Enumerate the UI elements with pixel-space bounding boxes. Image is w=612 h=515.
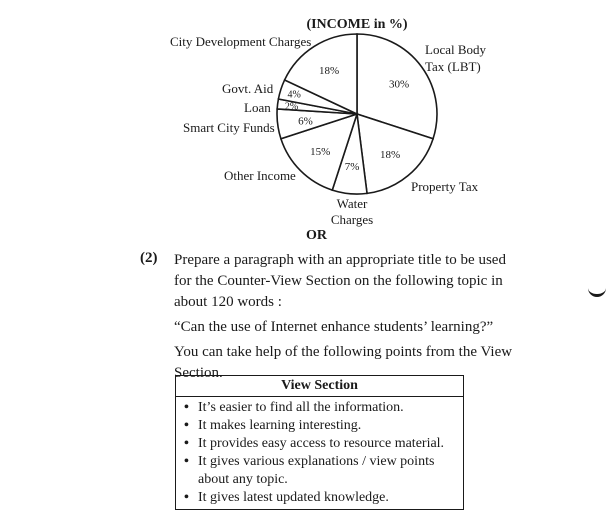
pie-value-label: 30% <box>389 78 410 91</box>
view-point: • It gives latest updated knowledge. <box>182 489 457 507</box>
pie-value-label: 7% <box>344 160 360 173</box>
label-govt-aid: Govt. Aid <box>222 81 274 96</box>
pie-value-label: 18% <box>319 65 340 78</box>
question-hint: You can take help of the following points from the View Section. <box>174 344 513 381</box>
view-point: • It gives various explanations / view points about any topic. <box>182 453 457 489</box>
question-topic: “Can the use of Internet enhance students’ learning?” <box>174 319 494 335</box>
view-point: • It provides easy access to resource material. <box>182 435 457 453</box>
label-water-line2: Charges <box>330 212 374 227</box>
label-lbt-line2: Tax (LBT) <box>425 59 481 74</box>
view-point: • It’s easier to find all the information. <box>182 399 457 417</box>
label-city-development-charges: City Development Charges <box>170 34 312 49</box>
label-lbt-line1: Local Body <box>425 42 487 57</box>
question-text <box>174 250 520 388</box>
view-section-list <box>176 397 463 509</box>
income-pie-chart <box>0 0 612 250</box>
or-separator: OR <box>306 228 327 243</box>
question-number: (2) <box>140 250 158 266</box>
pie-value-label: 2% <box>284 101 299 113</box>
label-other-income: Other Income <box>224 168 296 183</box>
pie-value-label: 6% <box>298 115 313 128</box>
label-water-line1: Water <box>336 196 368 211</box>
pie-value-label: 18% <box>380 149 401 162</box>
view-point: • It makes learning interesting. <box>182 417 457 435</box>
margin-mark <box>588 288 606 297</box>
pie-value-label: 4% <box>287 89 301 101</box>
view-section-box <box>175 375 464 510</box>
view-section-heading: View Section <box>176 376 463 397</box>
label-property-tax: Property Tax <box>411 179 479 194</box>
pie-value-label: 15% <box>310 145 331 158</box>
label-smart-city-funds: Smart City Funds <box>183 120 275 135</box>
label-loan: Loan <box>244 100 271 115</box>
question-paragraph: Prepare a paragraph with an appropriate title to be used for the Counter-View Section on the following topic in about 120 words : <box>174 252 506 310</box>
chart-title: (INCOME in %) <box>306 17 408 32</box>
